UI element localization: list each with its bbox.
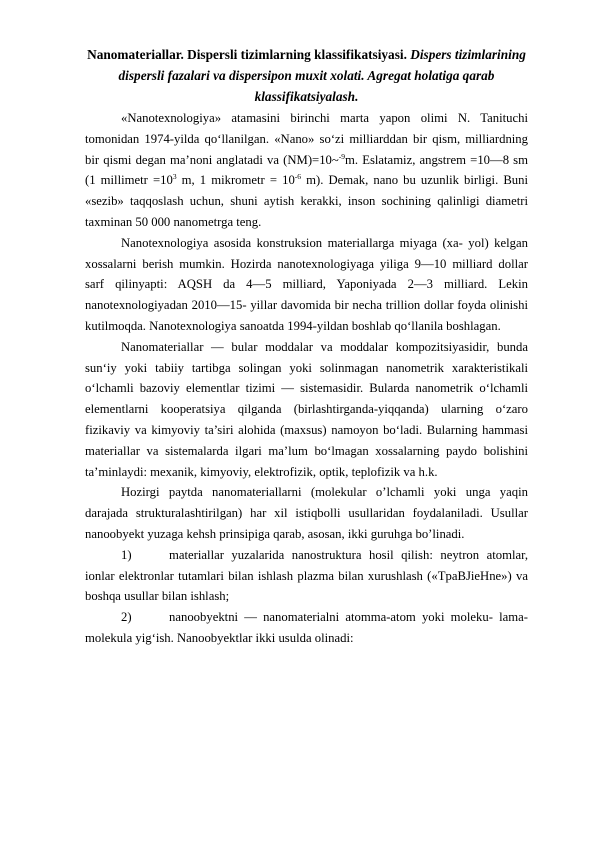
paragraph-text: m, 1 mikrometr = 10 (176, 173, 295, 188)
list-item-text: materiallar yuzalarida nanostruktura hosil qilish: neytron atomlar, ionlar elektronlar tutamlari bilan ishlash plazma bilan xurushlash («TpaBJieHne») va boshqa usullar bilan ishlash; (85, 547, 528, 604)
list-item (85, 545, 528, 607)
paragraph-nanotexnologiya-definition (85, 108, 528, 233)
section-title (85, 44, 528, 107)
superscript: -9 (338, 151, 346, 161)
document-body (85, 44, 528, 649)
paragraph-nanomaterials-definition: Nanomateriallar — bular moddalar va moddalar kompozitsiyasidir, bunda sun‘iy yoki tabiiy tartibga solingan yoki solinmagan nanometrik xarakteristikali o‘lchamli bazoviy elementlar tizimi — sistemasidir. Bularda nanometrik o‘lchamli elementlarni kooperatsiya qilganda (birlashtirganda-yiqqanda) ularning o‘zaro fizikaviy va kimyoviy ta’siri alohida (maxsus) namoyon bo‘ladi. Bularning hammasi materiallar va sistemalarda ilgari ma’lum bo‘lmagan xossalarning paydo bolishini ta’minlaydi: mexanik, kimyoviy, elektrofizik, optik, teplofizik va h.k. (85, 339, 528, 479)
list-number: 1) (121, 547, 132, 562)
superscript: -6 (294, 172, 302, 182)
list-number: 2) (121, 610, 132, 625)
paragraph-methods: Hozirgi paytda nanomateriallarni (molekular o’lchamli yoki unga yaqin darajada strukturalashtirilgan) har xil istiqbolli usullaridan foydalaniladi. Usullar nanoobyekt yuzaga kehsh prinsipiga qarab, asosan, ikki guruhga bo’linadi. (85, 485, 528, 541)
list-item-text: nanoobyektni — nanomaterialni atomma-atom yoki moleku- lama-molekula yig‘ish. Nanoobyektlar ikki usulda olinadi: (85, 610, 528, 645)
title-bold: Nanomateriallar. Dispersli tizimlarning klassifikatsiyasi. (87, 47, 411, 62)
paragraph-text: m). Demak, nano bu uzunlik birligi. Buni «sezib» taqqoslash uchun, shuni aytish kerakki, inson sochining qalinligi diametri taxminan 50 000 nanometrga teng. (85, 173, 528, 229)
paragraph-text: «Nanotexnologiya» atamasini birinchi marta yapon olimi N. Tanituchi tomonidan 1974-yilda qo‘llanilgan. «Nano» so‘zi milliarddan bir qism, milliardning bir qismi degan ma’noni anglatadi va (NM)=10~ (85, 111, 528, 167)
title-italic: Dispers tizimlarining dispersli fazalari va dispersipon muxit xolati. Agregat holatiga qarab klassifikatsiyalash. (118, 47, 526, 104)
superscript: 3 (172, 172, 177, 182)
list-item (85, 607, 528, 649)
paragraph-investment: Nanotexnologiya asosida konstruksion materiallarga miyaga (xa- yol) kelgan xossalarni berish mumkin. Hozirda nanotexnologiyaga yiliga 9—10 milliard dollar sarf qilinyapti: AQSH da 4—5 milliard, Yaponiyada 2—3 milliard. Lekin nanotexnologiyadan 2010—15- yillar davomida bir necha trillion dollar foyda olinishi kutilmoqda. Nanotexnologiya sanoatda 1994-yildan boshlab qo‘llanila boshlagan. (85, 235, 528, 333)
paragraph-text: m. Eslatamiz, angstrem =10—8 sm (1 millimetr =10 (85, 152, 528, 188)
